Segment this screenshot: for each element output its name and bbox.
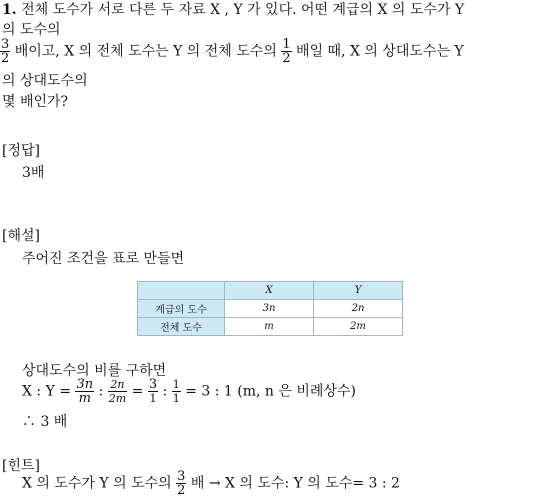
question-line-3: $\frac{3}{2}$ 배이고, X 의 전체 도수는 Y 의 전체 도수의 $\frac{1}{2}$ 배일 때, X 의 상대도수는 Y: [1, 37, 464, 66]
fraction-three-halves: $\frac{3}{2}$: [1, 37, 10, 66]
conclusion: ∴ 3 배: [22, 414, 68, 430]
answer-heading: [정답]: [2, 143, 40, 159]
table-row-header: 전체 도수: [138, 318, 225, 336]
table-header-row: [138, 282, 403, 300]
answer-value: 3배: [22, 165, 45, 181]
ratio-equation: X : Y = $\frac{3n}{m}$ : $\frac{2n}{2m}$ = $\frac{3}{1}$ : $\frac{1}{1}$ = 3 : 1 (m, n 은 비례상수): [22, 377, 356, 406]
question-line-1: 1. 전체 도수가 서로 다른 두 자료 X , Y 가 있다. 어떤 계급의 X 의 도수가 Y: [2, 2, 465, 18]
hint-text: X 의 도수가 Y 의 도수의 $\frac{3}{2}$ 배 → X 의 도수: Y 의 도수= 3 : 2: [22, 469, 400, 498]
question-line-2: 의 도수의: [2, 22, 61, 38]
fraction-one-half: $\frac{1}{2}$: [282, 37, 291, 66]
question-number: 1.: [2, 2, 17, 18]
table-header-cell: [138, 282, 225, 300]
table-cell: m: [225, 318, 314, 336]
ratio-intro: 상대도수의 비를 구하면: [22, 363, 167, 379]
table-cell: 2m: [314, 318, 403, 336]
fraction-3n-over-m: $\frac{3n}{m}$: [76, 377, 94, 406]
table-cell: 3n: [225, 300, 314, 318]
fraction-2n-over-2m: $\frac{2n}{2m}$: [108, 378, 127, 405]
fraction-three-halves-hint: $\frac{3}{2}$: [177, 469, 186, 498]
question-line-4: 의 상대도수의: [2, 73, 88, 89]
table-row-header: 계급의 도수: [138, 300, 225, 318]
question-line-5: 몇 배인가?: [2, 94, 69, 110]
frequency-table: [137, 281, 403, 336]
table-row: [138, 300, 403, 318]
fraction-1-over-1: $\frac{1}{1}$: [172, 378, 180, 405]
table-header-cell: Y: [314, 282, 403, 300]
table-header-cell: X: [225, 282, 314, 300]
hint-heading: [힌트]: [2, 458, 40, 474]
fraction-3-over-1: $\frac{3}{1}$: [148, 377, 158, 405]
explanation-intro: 주어진 조건을 표로 만들면: [22, 251, 185, 267]
table-row: [138, 318, 403, 336]
table-cell: 2n: [314, 300, 403, 318]
explanation-heading: [해설]: [2, 228, 40, 244]
